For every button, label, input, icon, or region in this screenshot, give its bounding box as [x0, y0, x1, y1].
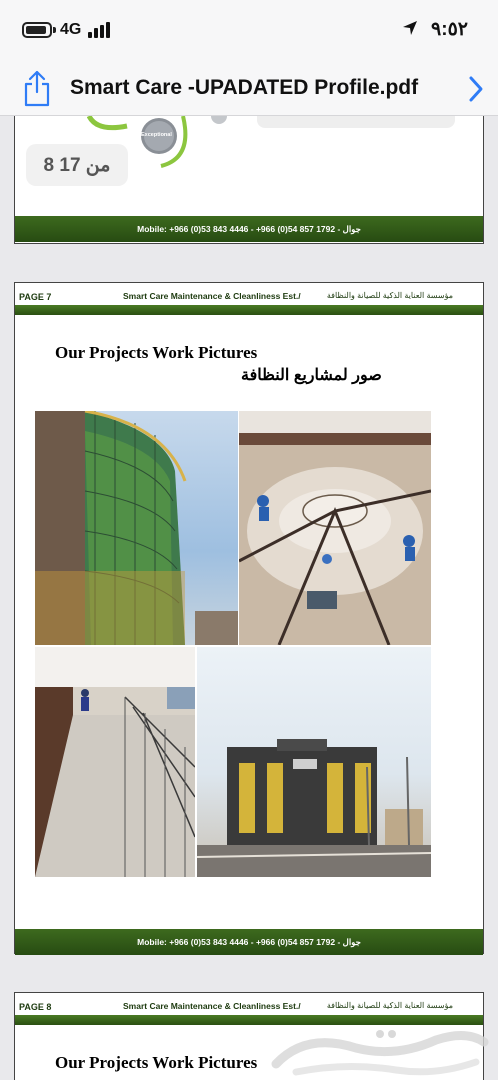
document-nav-bar	[0, 60, 498, 116]
watermark-logo	[266, 1022, 490, 1080]
heading-english: Our Projects Work Pictures	[55, 1053, 258, 1072]
header-green-bar	[15, 305, 483, 315]
company-name-en: Smart Care Maintenance & Cleanliness Est./	[123, 291, 301, 301]
photo-clean-corridor	[35, 647, 195, 877]
page-header	[15, 993, 483, 1025]
network-label: 4G	[60, 21, 82, 38]
battery-tip	[53, 27, 56, 33]
chevron-right-icon[interactable]	[466, 74, 486, 104]
signal-icon	[88, 22, 112, 38]
document-title: Smart Care -UPADATED Profile.pdf	[70, 76, 419, 99]
photo-fountain-cleaning	[239, 411, 431, 645]
page-header	[15, 283, 483, 315]
heading-arabic: صور لمشاريع النظافة	[241, 367, 382, 384]
page-footer	[15, 216, 483, 242]
page-counter-label: 8 من 17	[43, 154, 111, 176]
battery-icon	[22, 22, 52, 38]
page-counter	[26, 144, 128, 186]
footer-contact: Mobile: +966 (0)53 843 4446 - +966 (0)54 857 1792 - جوال	[137, 936, 361, 947]
company-name-ar: مؤسسة العناية الذكية للصيانة والنظافة	[326, 291, 453, 300]
page-number-label: PAGE 7	[19, 292, 52, 302]
photo-municipal-building	[197, 647, 431, 877]
company-name-ar: مؤسسة العناية الذكية للصيانة والنظافة	[326, 1001, 453, 1010]
page-number-label: PAGE 8	[19, 1002, 52, 1012]
footer-contact: Mobile: +966 (0)53 843 4446 - +966 (0)54 857 1792 - جوال	[137, 223, 361, 234]
photo-glass-building	[35, 411, 238, 645]
status-bar	[0, 0, 498, 60]
clock: ٩:٥٢	[431, 19, 468, 40]
share-icon[interactable]	[22, 68, 52, 108]
pdf-page-7	[14, 282, 484, 954]
company-name-en: Smart Care Maintenance & Cleanliness Est./	[123, 1001, 301, 1011]
logo-badge-text: Exceptional	[141, 132, 172, 138]
text-box	[257, 116, 455, 128]
page-footer	[15, 929, 483, 955]
location-arrow-icon	[402, 20, 418, 36]
heading-english: Our Projects Work Pictures	[55, 343, 258, 362]
